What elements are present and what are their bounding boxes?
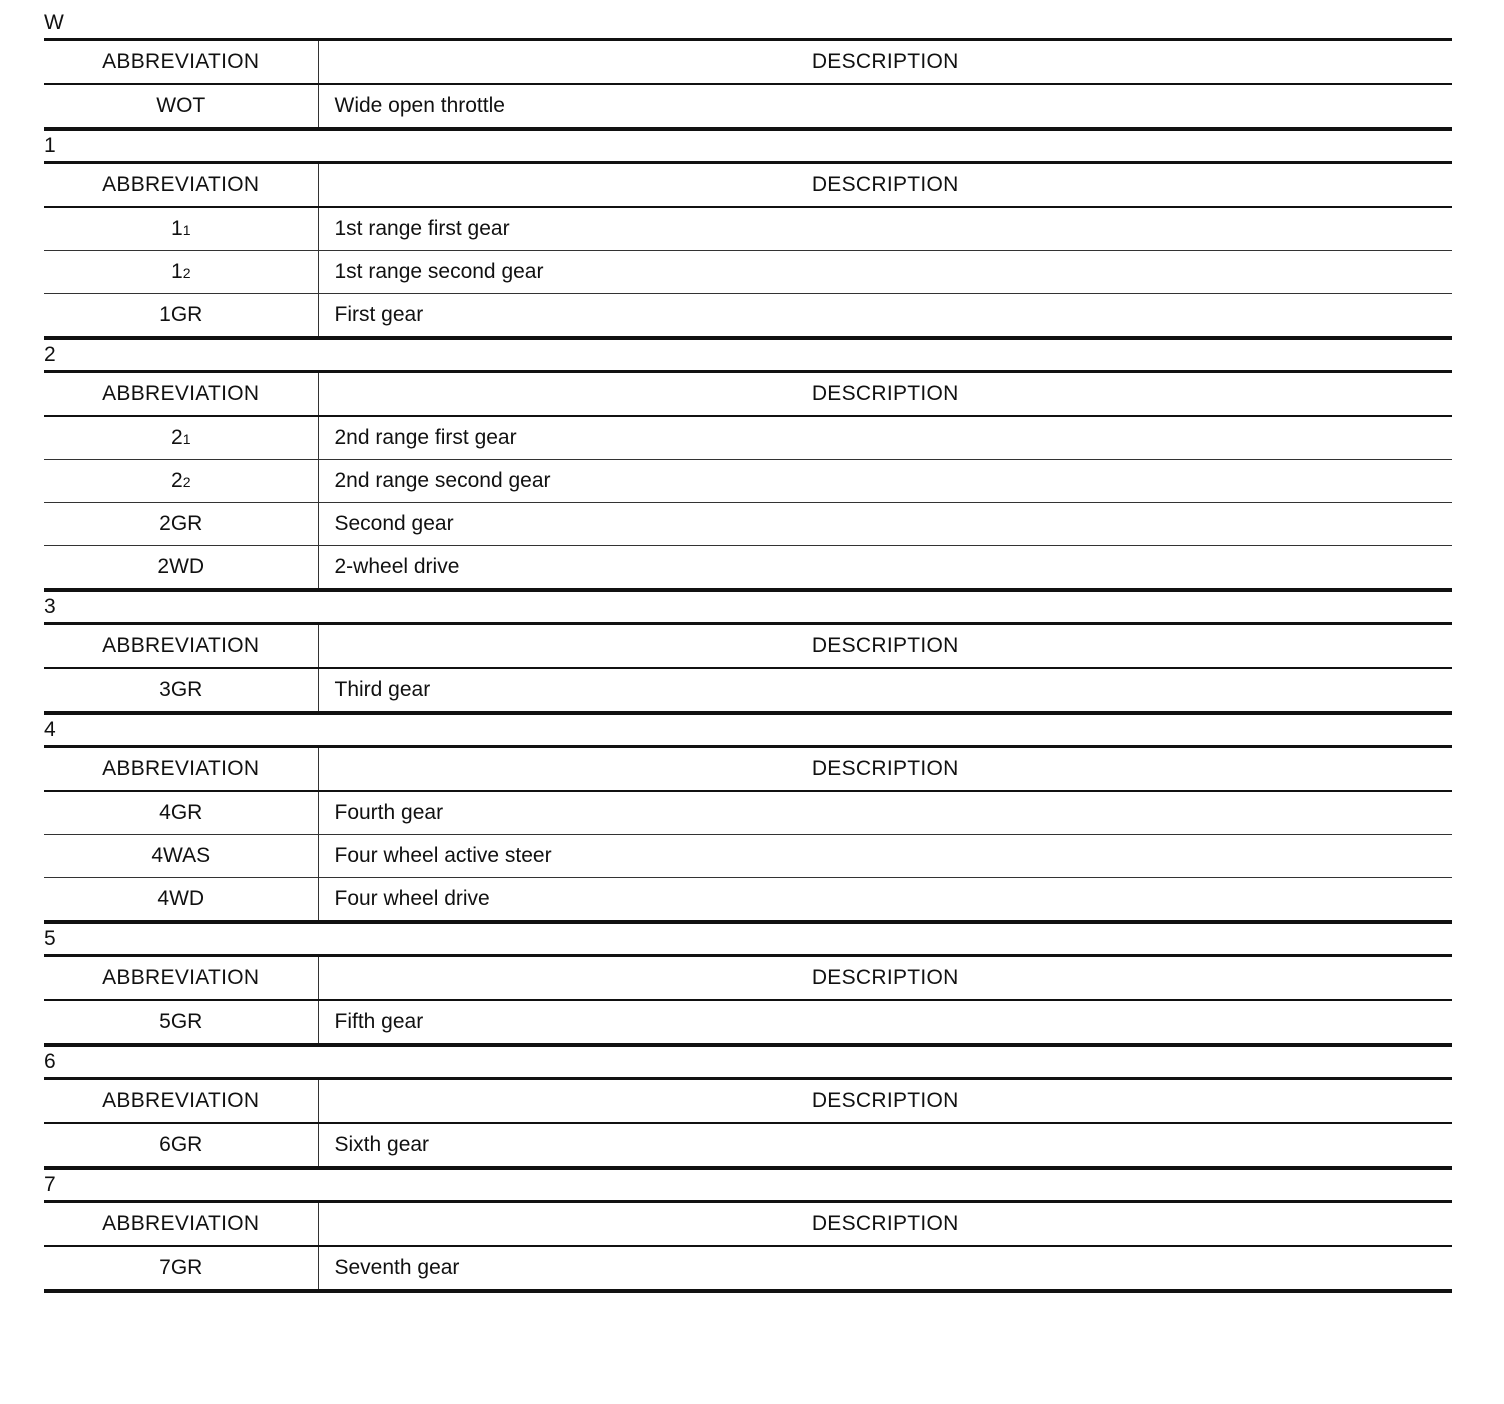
abbreviation-cell (44, 1000, 318, 1045)
table-row (44, 84, 1452, 129)
section-7 (44, 1170, 1452, 1293)
description-cell: 2nd range second gear (318, 460, 1452, 503)
abbreviation-text: 1GR (159, 303, 203, 326)
section-letter-heading: 4 (44, 718, 56, 741)
description-cell: 2-wheel drive (334, 555, 460, 578)
column-header-description: DESCRIPTION (318, 624, 1452, 669)
abbreviation-subscript: 2 (182, 265, 191, 281)
table-header-row (44, 40, 1452, 85)
column-header-abbreviation: ABBREVIATION (44, 747, 318, 792)
column-header-description: DESCRIPTION (318, 163, 1452, 208)
table-row (44, 668, 1452, 713)
abbreviation-text: 4GR (159, 801, 203, 824)
abbreviation-table (44, 954, 1452, 1047)
table-row (44, 503, 1452, 546)
table-row (44, 207, 1452, 251)
abbreviation-text: WOT (156, 94, 206, 117)
section-letter-heading: 1 (44, 134, 56, 157)
table-row (44, 1123, 1452, 1168)
abbreviation-table (44, 622, 1452, 715)
description-cell: Four wheel active steer (318, 835, 1452, 878)
abbreviation-cell (44, 207, 318, 251)
description-cell: Sixth gear (334, 1133, 430, 1156)
column-header-abbreviation: ABBREVIATION (44, 372, 318, 417)
description-cell: Second gear (318, 503, 1452, 546)
column-header-description: DESCRIPTION (318, 956, 1452, 1001)
column-header-description: DESCRIPTION (318, 372, 1452, 417)
abbreviation-text: 2WD (157, 555, 205, 578)
table-row (44, 1000, 1452, 1045)
section-w (44, 8, 1452, 131)
abbreviation-text: 2 (171, 426, 183, 449)
table-row (44, 294, 1452, 339)
abbreviation-table (44, 38, 1452, 131)
abbreviation-text: 3GR (159, 678, 203, 701)
description-cell: 2nd range first gear (318, 416, 1452, 460)
abbreviation-text: 1 (171, 217, 183, 240)
table-header-row (44, 624, 1452, 669)
section-5 (44, 924, 1452, 1047)
abbreviation-cell (44, 460, 318, 503)
abbreviation-text: 2 (171, 469, 183, 492)
abbreviation-subscript: 1 (182, 222, 191, 238)
column-header-abbreviation: ABBREVIATION (44, 40, 318, 85)
table-header-row (44, 163, 1452, 208)
table-header-row (44, 1202, 1452, 1247)
section-letter-heading: 7 (44, 1173, 56, 1196)
abbreviation-text: 6GR (159, 1133, 203, 1156)
abbreviation-table (44, 745, 1452, 924)
table-row (44, 251, 1452, 294)
section-2 (44, 340, 1452, 592)
description-cell: Seventh gear (334, 1256, 460, 1279)
abbreviation-cell (44, 835, 318, 878)
abbreviation-text: 1 (171, 260, 183, 283)
table-row (44, 546, 1452, 591)
table-row (44, 835, 1452, 878)
column-header-description: DESCRIPTION (318, 747, 1452, 792)
abbreviation-table (44, 1200, 1452, 1293)
section-letter-heading: W (44, 11, 64, 34)
table-header-row (44, 372, 1452, 417)
table-header-row (44, 1079, 1452, 1124)
column-header-abbreviation: ABBREVIATION (44, 1202, 318, 1247)
abbreviation-cell (44, 84, 318, 129)
column-header-abbreviation: ABBREVIATION (44, 956, 318, 1001)
description-cell: Four wheel drive (334, 887, 490, 910)
section-letter-heading: 2 (44, 343, 56, 366)
abbreviation-cell (44, 791, 318, 835)
abbreviation-cell (44, 1123, 318, 1168)
section-6 (44, 1047, 1452, 1170)
section-letter-heading: 3 (44, 595, 56, 618)
description-cell: Fifth gear (334, 1010, 424, 1033)
table-row (44, 878, 1452, 923)
abbreviation-table (44, 370, 1452, 592)
abbreviation-cell (44, 251, 318, 294)
abbreviation-cell (44, 416, 318, 460)
column-header-description: DESCRIPTION (318, 1079, 1452, 1124)
abbreviation-subscript: 1 (182, 431, 191, 447)
table-header-row (44, 956, 1452, 1001)
abbreviation-cell (44, 1246, 318, 1291)
table-header-row (44, 747, 1452, 792)
section-letter-heading: 6 (44, 1050, 56, 1073)
description-cell: Wide open throttle (334, 94, 505, 117)
section-letter-heading: 5 (44, 927, 56, 950)
column-header-description: DESCRIPTION (318, 40, 1452, 85)
abbreviation-cell (44, 503, 318, 546)
abbreviation-sections (44, 8, 1452, 1293)
description-cell: Fourth gear (318, 791, 1452, 835)
section-4 (44, 715, 1452, 924)
abbreviation-text: 7GR (159, 1256, 203, 1279)
column-header-abbreviation: ABBREVIATION (44, 1079, 318, 1124)
abbreviation-subscript: 2 (182, 474, 191, 490)
section-3 (44, 592, 1452, 715)
description-cell: 1st range second gear (318, 251, 1452, 294)
abbreviation-text: 2GR (159, 512, 203, 535)
abbreviation-cell (44, 546, 318, 591)
description-cell: First gear (334, 303, 424, 326)
section-1 (44, 131, 1452, 340)
abbreviation-cell (44, 878, 318, 923)
table-row (44, 1246, 1452, 1291)
abbreviation-text: 5GR (159, 1010, 203, 1033)
description-cell: Third gear (334, 678, 431, 701)
column-header-description: DESCRIPTION (318, 1202, 1452, 1247)
abbreviation-cell (44, 668, 318, 713)
abbreviation-table (44, 161, 1452, 340)
table-row (44, 460, 1452, 503)
abbreviation-table (44, 1077, 1452, 1170)
description-cell: 1st range first gear (318, 207, 1452, 251)
abbreviation-cell (44, 294, 318, 339)
abbreviation-text: 4WAS (151, 844, 211, 867)
column-header-abbreviation: ABBREVIATION (44, 163, 318, 208)
table-row (44, 416, 1452, 460)
table-row (44, 791, 1452, 835)
abbreviation-text: 4WD (157, 887, 205, 910)
column-header-abbreviation: ABBREVIATION (44, 624, 318, 669)
